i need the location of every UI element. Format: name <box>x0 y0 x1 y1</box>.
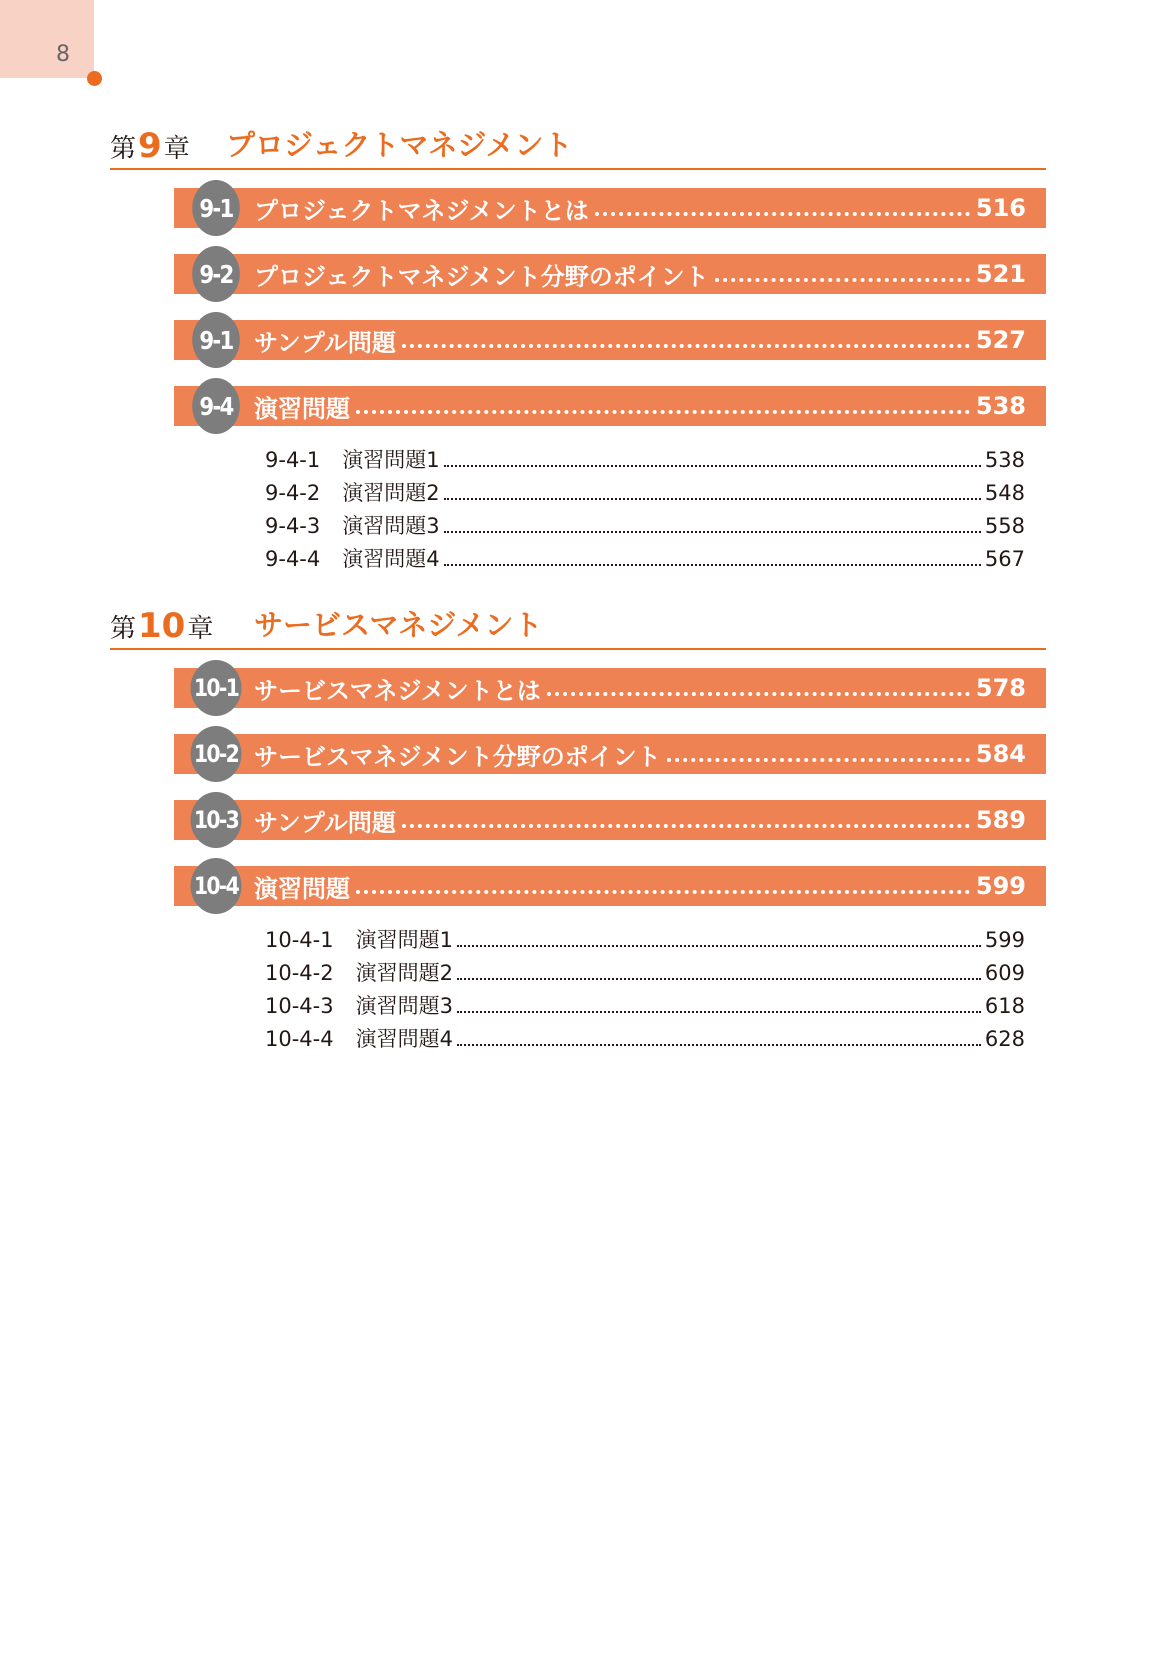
subsection-page: 599 <box>984 928 1025 952</box>
section-title: サービスマネジメント分野のポイント <box>254 742 661 771</box>
chapter-number <box>110 126 190 166</box>
leader-dots <box>667 742 970 766</box>
section-row[interactable] <box>174 668 1046 708</box>
chapter-prefix: 第 <box>110 134 137 164</box>
section-page: 584 <box>975 740 1026 768</box>
subsection-number: 10-4-3 <box>265 994 334 1018</box>
chapter-suffix: 章 <box>163 134 190 164</box>
section-title: サンプル問題 <box>254 808 396 837</box>
section-number-badge: 10-4 <box>191 858 242 914</box>
leader-dots <box>444 519 981 533</box>
leader-dots <box>444 453 981 467</box>
section-page: 516 <box>975 194 1026 222</box>
chapter-heading <box>110 126 1046 170</box>
section-page: 599 <box>975 872 1026 900</box>
subsection-number: 10-4-4 <box>265 1027 334 1051</box>
subsection-title: 演習問題1 <box>355 928 453 952</box>
subsection-number: 9-4-3 <box>265 514 321 538</box>
section-row[interactable] <box>174 320 1046 360</box>
subsection-number: 10-4-2 <box>265 961 334 985</box>
section-row[interactable] <box>174 734 1046 774</box>
section-row[interactable] <box>174 254 1046 294</box>
chapter-title: サービスマネジメント <box>254 608 543 642</box>
chapter-10 <box>110 606 1046 1056</box>
subsection-number: 9-4-2 <box>265 481 321 505</box>
chapter-num-value: 10 <box>138 606 186 646</box>
leader-dots <box>356 394 970 418</box>
section-number-badge: 10-2 <box>191 726 242 782</box>
chapter-title: プロジェクトマネジメント <box>226 128 573 162</box>
leader-dots <box>402 328 970 352</box>
leader-dots <box>457 933 981 947</box>
section-page: 578 <box>975 674 1026 702</box>
section-number-badge: 9-2 <box>192 246 240 302</box>
section-page: 589 <box>975 806 1026 834</box>
section-page: 521 <box>975 260 1026 288</box>
subsection-row[interactable] <box>265 444 1025 477</box>
section-row[interactable] <box>174 866 1046 906</box>
subsection-list <box>265 924 1025 1056</box>
subsection-row[interactable] <box>265 477 1025 510</box>
subsection-page: 618 <box>984 994 1025 1018</box>
section-title: プロジェクトマネジメント分野のポイント <box>254 262 709 291</box>
chapter-suffix: 章 <box>187 614 214 644</box>
leader-dots <box>402 808 970 832</box>
subsection-row[interactable] <box>265 1023 1025 1056</box>
chapter-9 <box>110 126 1046 576</box>
subsection-list <box>265 444 1025 576</box>
subsection-row[interactable] <box>265 990 1025 1023</box>
chapter-heading <box>110 606 1046 650</box>
subsection-page: 567 <box>984 547 1025 571</box>
section-row[interactable] <box>174 386 1046 426</box>
page-tab <box>0 0 94 78</box>
subsection-number: 10-4-1 <box>265 928 334 952</box>
leader-dots <box>444 486 981 500</box>
leader-dots <box>547 676 970 700</box>
leader-dots <box>444 552 981 566</box>
section-number-badge: 9-4 <box>192 378 240 434</box>
subsection-title: 演習問題1 <box>342 448 440 472</box>
section-row[interactable] <box>174 800 1046 840</box>
page-number: 8 <box>56 42 70 67</box>
subsection-row[interactable] <box>265 510 1025 543</box>
section-title: プロジェクトマネジメントとは <box>254 196 589 225</box>
chapter-num-value: 9 <box>138 126 162 166</box>
subsection-page: 538 <box>984 448 1025 472</box>
subsection-page: 558 <box>984 514 1025 538</box>
leader-dots <box>457 966 981 980</box>
leader-dots <box>457 999 981 1013</box>
leader-dots <box>356 874 970 898</box>
chapter-prefix: 第 <box>110 614 137 644</box>
subsection-title: 演習問題2 <box>355 961 453 985</box>
section-number-badge: 9-1 <box>192 180 240 236</box>
page-dot-icon <box>87 71 102 86</box>
subsection-title: 演習問題2 <box>342 481 440 505</box>
subsection-title: 演習問題4 <box>342 547 440 571</box>
subsection-number: 9-4-4 <box>265 547 321 571</box>
section-title: 演習問題 <box>254 874 350 903</box>
section-title: サービスマネジメントとは <box>254 676 541 705</box>
subsection-row[interactable] <box>265 957 1025 990</box>
section-page: 527 <box>975 326 1026 354</box>
section-number-badge: 10-1 <box>191 660 242 716</box>
section-number-badge: 10-3 <box>191 792 242 848</box>
subsection-row[interactable] <box>265 924 1025 957</box>
section-row[interactable] <box>174 188 1046 228</box>
subsection-page: 628 <box>984 1027 1025 1051</box>
section-title: 演習問題 <box>254 394 350 423</box>
subsection-page: 609 <box>984 961 1025 985</box>
section-page: 538 <box>975 392 1026 420</box>
subsection-title: 演習問題4 <box>355 1027 453 1051</box>
leader-dots <box>595 196 970 220</box>
subsection-title: 演習問題3 <box>342 514 440 538</box>
chapter-number <box>110 606 213 646</box>
subsection-row[interactable] <box>265 543 1025 576</box>
section-title: サンプル問題 <box>254 328 396 357</box>
leader-dots <box>715 262 970 286</box>
subsection-title: 演習問題3 <box>355 994 453 1018</box>
section-number-badge: 9-1 <box>192 312 240 368</box>
subsection-page: 548 <box>984 481 1025 505</box>
leader-dots <box>457 1032 981 1046</box>
subsection-number: 9-4-1 <box>265 448 321 472</box>
